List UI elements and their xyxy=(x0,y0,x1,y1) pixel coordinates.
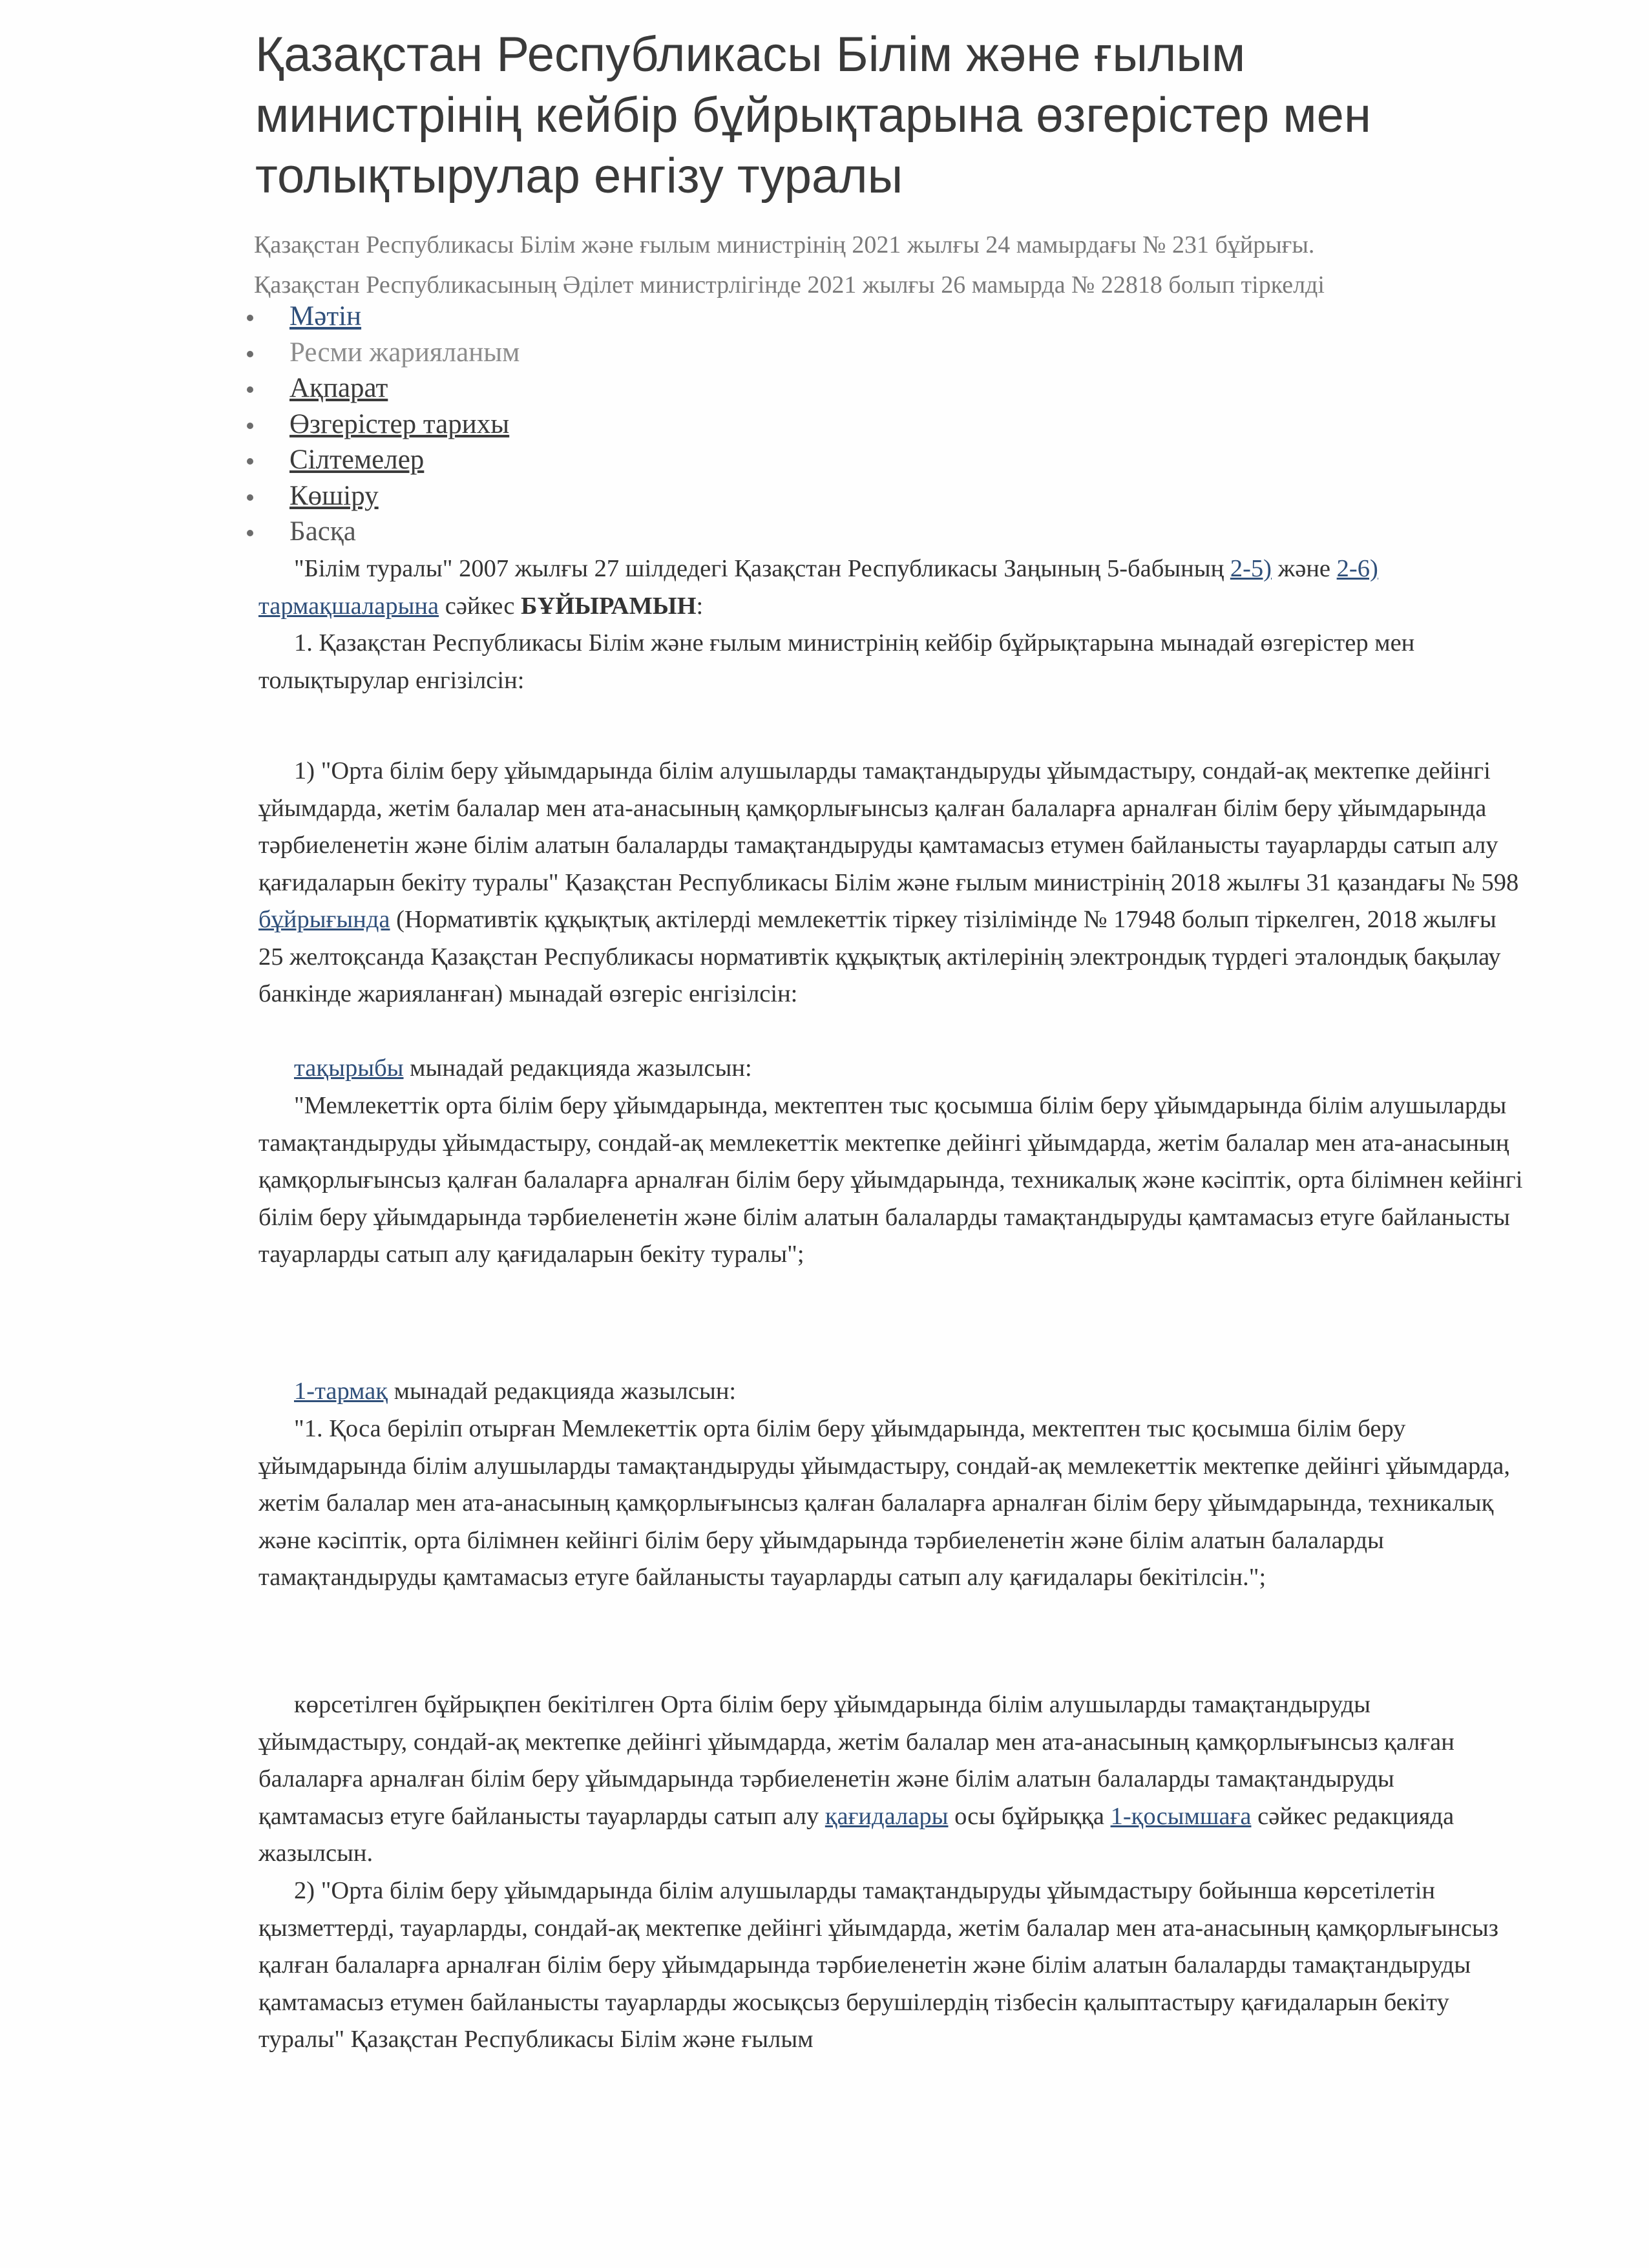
tab-information[interactable] xyxy=(239,370,520,406)
rules-paragraph: көрсетілген бұйрықпен бекітілген Орта білім беру ұйымдарында білім алушыларды тамақтандыруды ұйымдастыру, сондай-ақ мектепке дейінгі ұйымдарда, жетім балалар мен ата-анасының қамқорлығынсыз қалған балаларға арналған білім беру ұйымдарында тәрбиеленетін және білім алатын балаларды тамақтандыруды қамтамасыз етуге байланысты тауарларды сатып алу қағидалары осы бұйрыққа 1-қосымшаға сәйкес редакцияда жазылсын. xyxy=(258,1691,1455,1867)
link-subparagraph-2-5[interactable]: 2-5) xyxy=(1230,555,1272,582)
link-subparagraph-2-6[interactable]: 2-6) xyxy=(1336,555,1378,582)
tab-official-publication-label: Ресми жарияланым xyxy=(289,337,520,368)
title-quote-paragraph: "Мемлекеттік орта білім беру ұйымдарында, мектептен тыс қосымша білім беру ұйымдарында білім алушыларды тамақтандыруды ұйымдастыру, сондай-ақ мемлекеттік мектепке дейінгі ұйымдарда, жетім балалар мен ата-анасының қамқорлығынсыз қалған балаларға арналған білім беру ұйымдарында, техникалық және кәсіптік, орта білімнен кейінгі білім беру ұйымдарында тәрбиеленетін және білім алатын балаларды тамақтандыруды қамтамасыз етуге байланысты тауарларды сатып алу қағидаларын бекіту туралы"; xyxy=(258,1092,1523,1268)
subtitle-registration-line: Қазақстан Республикасының Әділет министрлігінде 2021 жылғы 26 мамырда № 22818 болып тіркелді xyxy=(254,271,1325,299)
clause-edit-paragraph: 1-тармақ мынадай редакцияда жазылсын: xyxy=(294,1378,737,1405)
order-word: БҰЙЫРАМЫН xyxy=(521,592,697,620)
document-title: Қазақстан Республикасы Білім және ғылым министрінің кейбір бұйрықтарына өзгерістер мен толықтырулар енгізу туралы xyxy=(255,27,1371,204)
tab-references[interactable] xyxy=(239,442,520,478)
item-1-paragraph: 1) "Орта білім беру ұйымдарында білім алушыларды тамақтандыруды ұйымдастыру, сондай-ақ мектепке дейінгі ұйымдарда, жетім балалар мен ата-анасының қамқорлығынсыз қалған балаларға арналған білім беру ұйымдарында тәрбиеленетін және білім алатын балаларды тамақтандыруды қамтамасыз етумен байланысты тауарларды сатып алу қағидаларын бекіту туралы" Қазақстан Республикасы Білім және ғылым министрінің 2018 жылғы 31 қазандағы № 598 бұйрығында (Нормативтік құқықтық актілерді мемлекеттік тіркеу тізілімінде № 17948 болып тіркелген, 2018 жылғы 25 желтоқсанда Қазақстан Республикасы нормативтік құқықтық актілерінің электрондық түрдегі эталондық бақылау банкінде жарияланған) мынадай өзгеріс енгізілсін: xyxy=(258,757,1519,1007)
item-2-paragraph: 2) "Орта білім беру ұйымдарында білім алушыларды тамақтандыруды ұйымдастыру бойынша көрсетілетін қызметтерді, тауарларды, сондай-ақ мектепке дейінгі ұйымдарда, жетім балалар мен ата-анасының қамқорлығынсыз қалған балаларға арналған білім беру ұйымдарында тәрбиеленетін және білім алатын балаларды тамақтандыруды қамтамасыз етумен байланысты тауарларды жосықсыз берушілердің тізбесін қалыптастыру қағидаларын бекіту туралы" Қазақстан Республикасы Білім және ғылым xyxy=(258,1877,1498,2053)
link-clause-1[interactable]: 1-тармақ xyxy=(294,1378,388,1405)
tab-change-history[interactable] xyxy=(239,406,520,443)
subtitle-order-line: Қазақстан Республикасы Білім және ғылым министрінің 2021 жылғы 24 мамырдағы № 231 бұйрығы. xyxy=(254,231,1315,258)
clause-quote-paragraph: "1. Қоса беріліп отырған Мемлекеттік орта білім беру ұйымдарында, мектептен тыс қосымша білім беру ұйымдарында білім алушыларды тамақтандыруды ұйымдастыру, сондай-ақ мемлекеттік мектепке дейінгі ұйымдарда, жетім балалар мен ата-анасының қамқорлығынсыз қалған балаларға арналған білім беру ұйымдарында, техникалық және кәсіптік, орта білімнен кейінгі білім беру ұйымдарында тәрбиеленетін және білім алатын балаларды тамақтандыруды қамтамасыз етуге байланысты тауарларды сатып алу қағидалары бекітілсін."; xyxy=(258,1415,1510,1591)
document-tabs xyxy=(239,299,520,550)
tab-text[interactable] xyxy=(239,299,520,335)
preamble-paragraph: "Білім туралы" 2007 жылғы 27 шілдедегі Қазақстан Республикасы Заңының 5-бабының 2-5) және 2-6) тармақшаларына сәйкес БҰЙЫРАМЫН: xyxy=(258,555,1378,620)
document-subtitle xyxy=(254,225,1514,305)
paragraph-1: 1. Қазақстан Республикасы Білім және ғылым министрінің кейбір бұйрықтарына мынадай өзгерістер мен толықтырулар енгізілсін: xyxy=(258,629,1415,694)
tab-text-label[interactable]: Мәтін xyxy=(289,301,362,331)
link-rules[interactable]: қағидалары xyxy=(824,1802,949,1830)
tab-other-label[interactable]: Басқа xyxy=(289,516,356,547)
tab-change-history-label[interactable]: Өзгерістер тарихы xyxy=(289,408,510,439)
title-edit-paragraph: тақырыбы мынадай редакцияда жазылсын: xyxy=(294,1055,752,1082)
link-title[interactable]: тақырыбы xyxy=(294,1055,404,1082)
tab-other[interactable] xyxy=(239,514,520,550)
tab-information-label[interactable]: Ақпарат xyxy=(289,373,388,403)
tab-references-label[interactable]: Сілтемелер xyxy=(289,445,425,475)
link-appendix-1[interactable]: 1-қосымшаға xyxy=(1110,1802,1252,1830)
tab-copy-label[interactable]: Көшіру xyxy=(289,480,379,511)
link-subparagraphs[interactable]: тармақшаларына xyxy=(258,592,439,620)
link-order-598[interactable]: бұйрығында xyxy=(258,906,390,933)
tab-copy[interactable] xyxy=(239,478,520,514)
tab-official-publication xyxy=(239,335,520,371)
